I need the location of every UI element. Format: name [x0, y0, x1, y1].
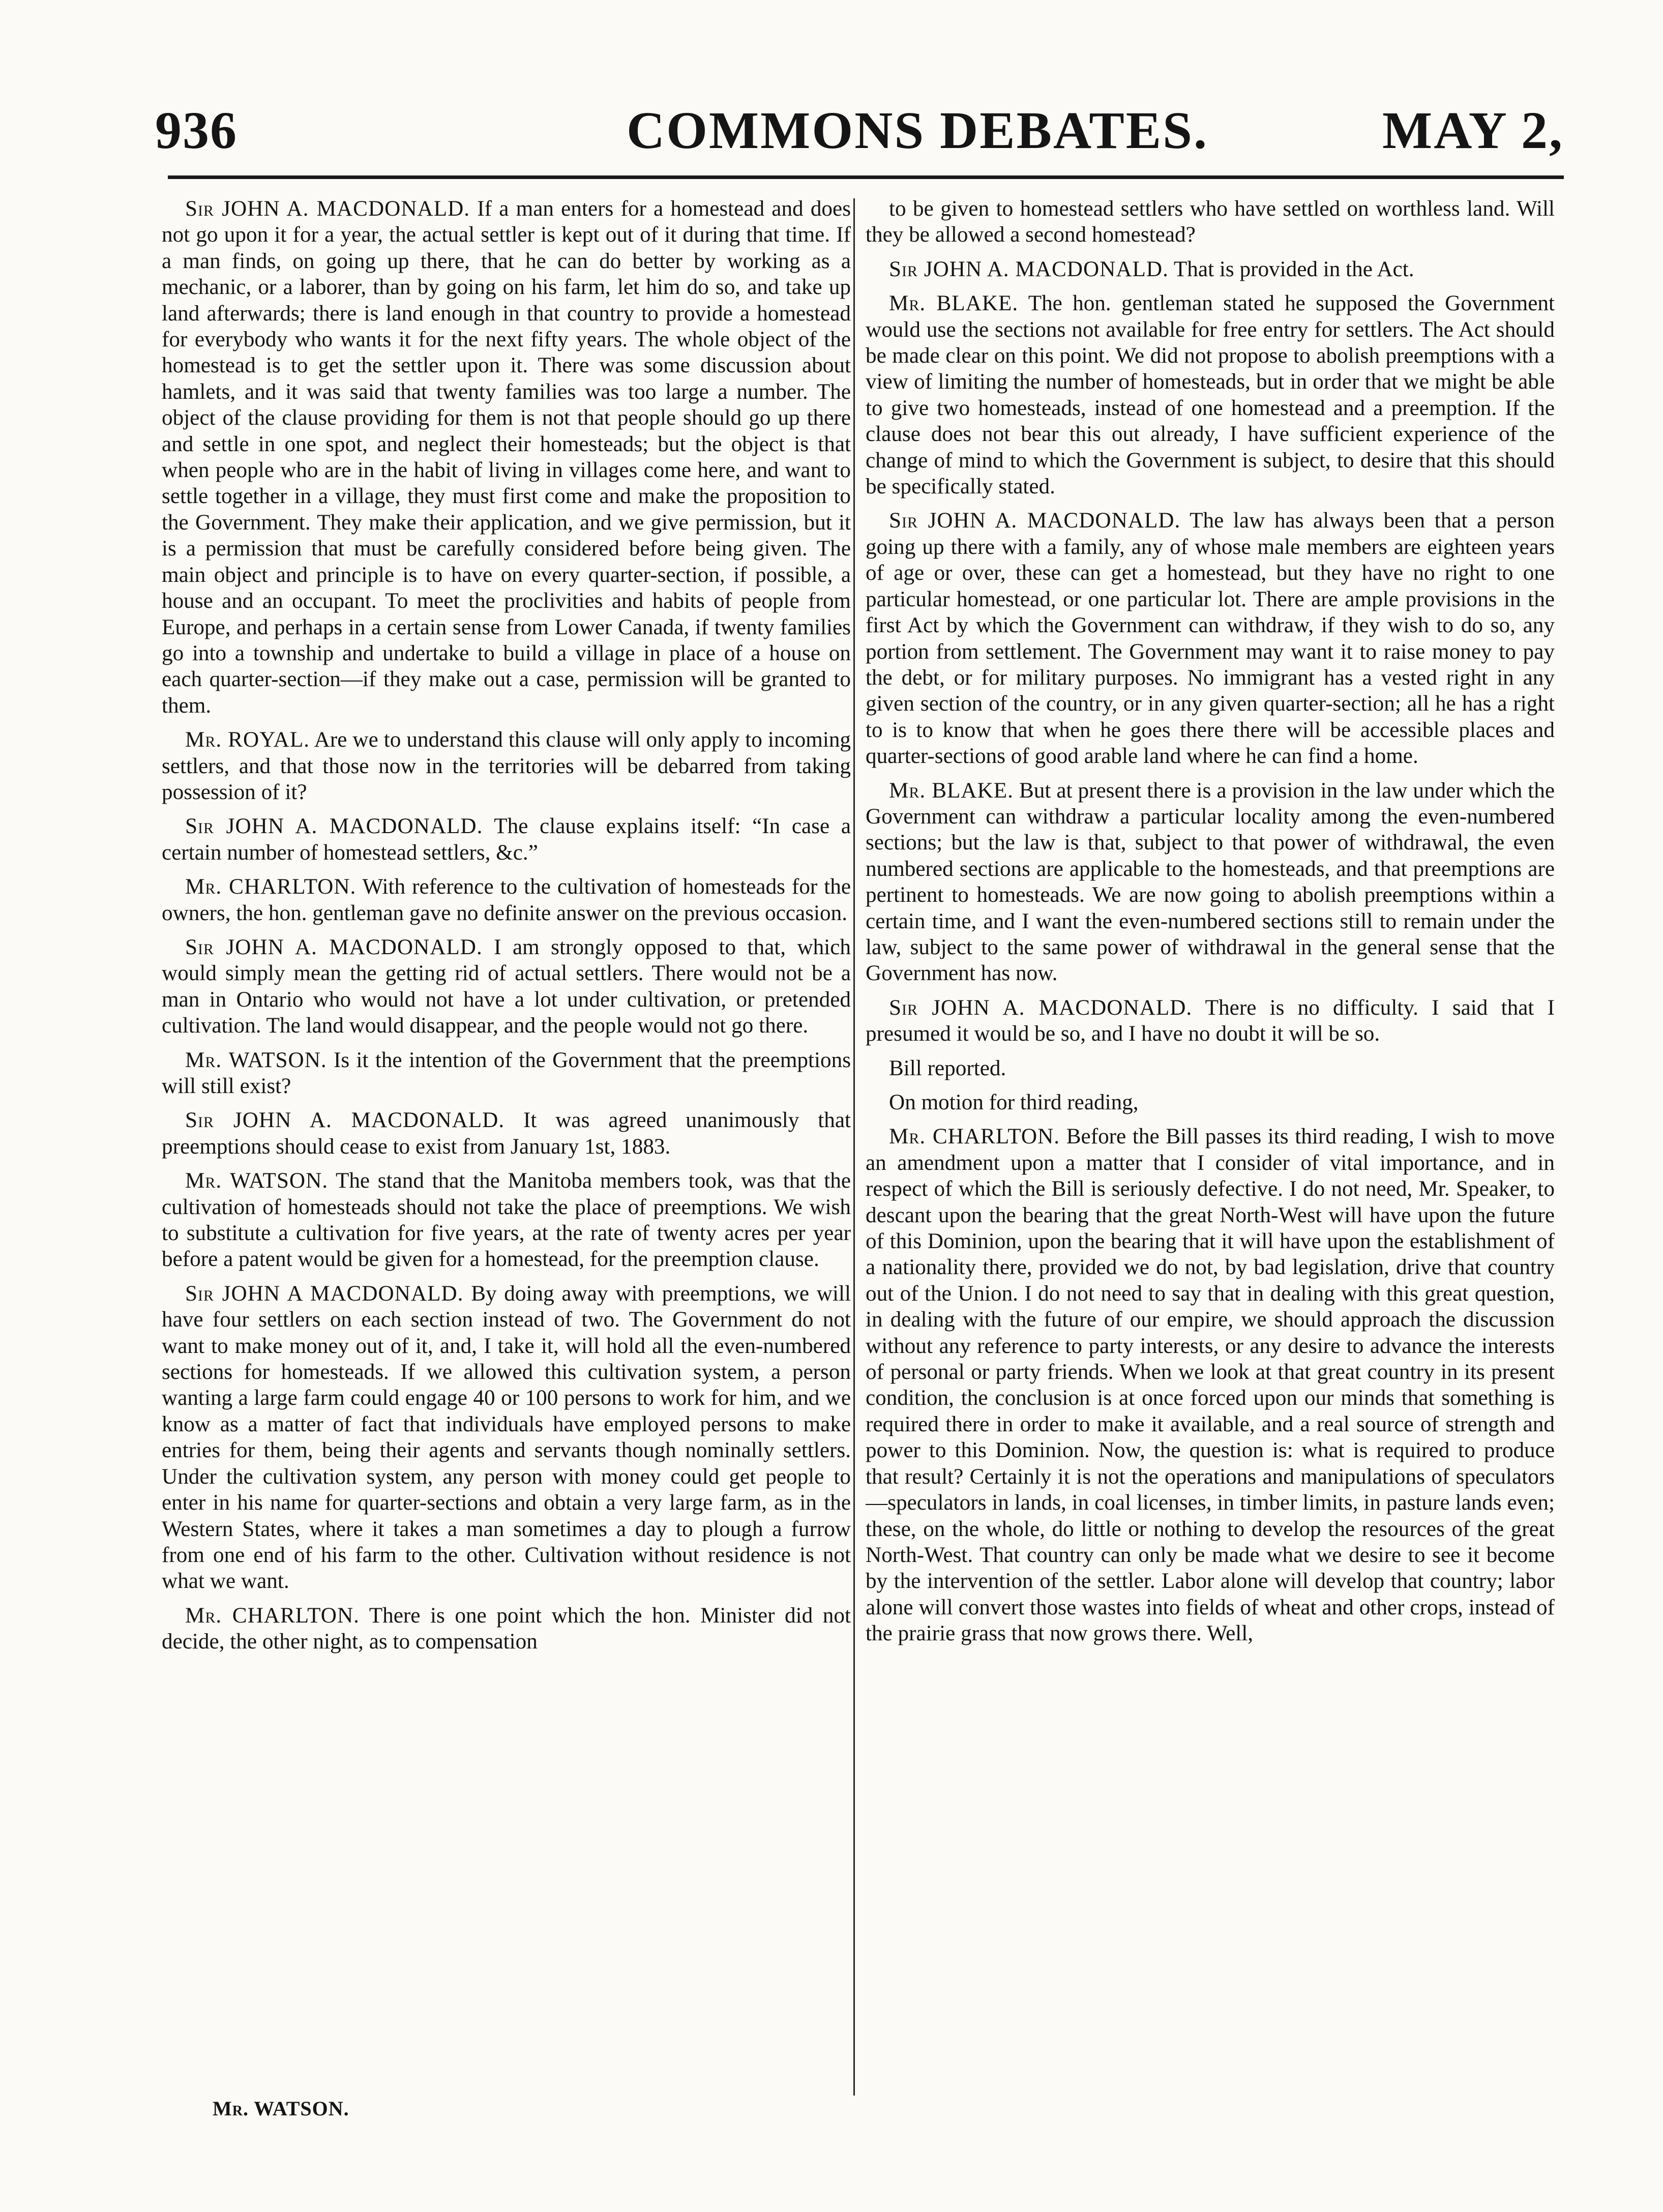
speech-text: There is no difficulty. I said that I presumed it would be so, and I have no doubt it will be so. — [866, 995, 1555, 1046]
page-date: MAY 2, — [1382, 101, 1564, 160]
speech-text: On motion for third reading, — [889, 1090, 1139, 1114]
speech-text: Is it the intention of the Government that the preemptions will still exist? — [162, 1048, 851, 1098]
speech-text: That is provided in the Act. — [1168, 257, 1414, 281]
speaker-name: Sir JOHN A. MACDONALD. — [185, 814, 483, 839]
speaker-name: Mr. ROYAL. — [185, 728, 310, 752]
speaker-name: Mr. WATSON. — [185, 1048, 327, 1072]
speech-paragraph — [162, 1107, 851, 1160]
column-divider — [853, 198, 855, 2096]
speech-paragraph — [162, 1281, 851, 1595]
speech-paragraph — [866, 995, 1555, 1047]
speech-text: If a man enters for a homestead and does not go upon it for a year, the actual settler is kept out of it during that time. If a man finds, on going up there, that he can do better by working as a mechanic, or a laborer, than by going on his farm, let him do so, and take up land afterwards; there is land enough in that country to provide a homestead for everybody who wants it for the next fifty years. The whole object of the homestead is to get the settler upon it. There was some discussion about hamlets, and it was said that twenty families was too large a number. The object of the clause providing for them is not that people should go up there and settle in one spot, and neglect their homesteads; but the object is that when people who are in the habit of living in villages come here, and want to settle together in a village, they must first come and make the proposition to the Government. They make their application, and we give permission, but it is a permission that must be carefully considered before being given. The main object and principle is to have on every quarter-section, if possible, a house and an occupant. To meet the proclivities and habits of people from Europe, and perhaps in a certain sense from Lower Canada, if twenty families go into a township and undertake to build a village in place of a house on each quarter-section—if they make out a case, permission will be granted to them. — [162, 197, 851, 718]
speaker-name: Mr. BLAKE. — [889, 778, 1014, 803]
speech-paragraph — [866, 196, 1555, 248]
speaker-name: Mr. WATSON. — [185, 1169, 329, 1193]
speaker-name: Mr. CHARLTON. — [185, 1603, 360, 1628]
speech-text: With reference to the cultivation of homesteads for the owners, the hon. gentleman gave no definite answer on the previous occasion. — [162, 875, 851, 925]
footer-speaker-name: Mr. WATSON. — [213, 2097, 349, 2120]
speech-paragraph — [162, 727, 851, 805]
speaker-name: Mr. BLAKE. — [889, 291, 1019, 316]
speech-text: It was agreed unanimously that preemptions should cease to exist from January 1st, 1883. — [162, 1108, 851, 1159]
speech-text: Are we to understand this clause will only apply to incoming settlers, and that those now in the territories will be debarred from taking possession of it? — [162, 728, 851, 804]
speech-text: The law has always been that a person going up there with a family, any of whose male members are eighteen years of age or over, these can get a homestead, but they have no right to one particular homestead, or one particular lot. There are ample provisions in the first Act by which the Government can withdraw, if they wish to do so, any portion from settlement. The Government may want it to raise money to pay the debt, or for military purposes. No immigrant has a vested right in any given section of the country, or in any given quarter-section; all he has a right to is to know that when he goes there there will be accessible places and quarter-sections of good arable land where he can find a home. — [866, 509, 1555, 769]
speaker-name: Sir JOHN A. MACDONALD. — [889, 509, 1181, 533]
speech-paragraph — [162, 1047, 851, 1100]
speech-paragraph — [162, 813, 851, 866]
speech-paragraph — [866, 290, 1555, 499]
speech-paragraph — [162, 1168, 851, 1273]
speaker-name: Mr. CHARLTON. — [185, 875, 357, 899]
speech-paragraph — [866, 1055, 1555, 1081]
page-number: 936 — [155, 101, 237, 160]
speech-paragraph — [162, 196, 851, 719]
speech-text: By doing away with preemptions, we will have four settlers on each section instead of two. The Government do not want to make money out of it, and, I take it, will hold all the even-numbered sections for homesteads. If we allowed this cultivation system, a person wanting a large farm could engage 40 or 100 persons to work for him, and we know as a matter of fact that individuals have employed persons to make entries for them, being their agents and servants though nominally settlers. Under the cultivation system, any person with money could get people to enter in his name for quarter-sections and obtain a very large farm, as in the Western States, where it takes a man sometimes a day to plough a furrow from one end of his farm to the other. Cultivation without residence is not what we want. — [162, 1281, 851, 1594]
speech-paragraph — [866, 256, 1555, 282]
speech-paragraph — [162, 1603, 851, 1655]
header-rule — [168, 175, 1564, 179]
speaker-name: Sir JOHN A MACDONALD. — [185, 1281, 464, 1306]
speech-paragraph — [866, 508, 1555, 769]
left-column — [162, 196, 851, 2103]
speech-text: Bill reported. — [889, 1056, 1006, 1080]
speech-paragraph — [162, 874, 851, 926]
right-column — [866, 196, 1555, 2103]
speaker-name: Sir JOHN A. MACDONALD. — [185, 935, 483, 959]
speech-paragraph — [866, 1089, 1555, 1115]
speaker-name: Sir JOHN A. MACDONALD. — [185, 1108, 505, 1133]
speech-text: But at present there is a provision in the law under which the Government can withdraw a particular locality among the even-numbered sections; but the law is that, subject to that power of withdrawal, the even numbered sections are applicable to the homesteads, and that preemptions are pertinent to homesteads. We are now going to abolish preemptions within a certain time, and I want the even-numbered sections still to remain under the law, subject to the same power of withdrawal in the general sense that the Government has now. — [866, 778, 1555, 986]
speaker-name: Sir JOHN A. MACDONALD. — [185, 197, 470, 221]
speech-text: to be given to homestead settlers who have settled on worthless land. Will they be allowed a second homestead? — [866, 197, 1555, 247]
page-title: COMMONS DEBATES. — [627, 101, 1208, 160]
speech-text: I am strongly opposed to that, which would simply mean the getting rid of actual settlers. There would not be a man in Ontario who would not have a lot under cultivation, or pretended cultivation. The land would disappear, and the people would not go there. — [162, 935, 851, 1038]
speaker-name: Sir JOHN A. MACDONALD. — [889, 257, 1169, 281]
speech-text: There is one point which the hon. Minister did not decide, the other night, as to compensation — [162, 1603, 851, 1654]
speaker-name: Sir JOHN A. MACDONALD. — [889, 995, 1193, 1020]
speech-paragraph — [162, 934, 851, 1039]
speech-text: Before the Bill passes its third reading, I wish to move an amendment upon a matter that I consider of vital importance, and in respect of which the Bill is seriously defective. I do not need, Mr. Speaker, to descant upon the bearing that the great North-West will have upon the future of this Dominion, upon the bearing that it will have upon the establishment of a nationality there, provided we do not, by bad legislation, drive that country out of the Union. I do not need to say that in dealing with this great question, in dealing with the future of our empire, we should approach the discussion without any reference to party interests, or any desire to advance the interests of personal or party friends. When we look at that great country in its present condition, the conclusion is at once forced upon our minds that something is required there in order to make it available, and a real source of strength and power to this Dominion. Now, the question is: what is required to produce that result? Certainly it is not the operations and manipulations of speculators—speculators in lands, in coal licenses, in timber limits, in pasture lands even; these, on the whole, do little or nothing to develop the resources of the great North-West. That country can only be made what we desire to see it become by the intervention of the settler. Labor alone will develop that country; labor alone will convert those wastes into fields of wheat and other crops, instead of the prairie grass that now grows there. Well, — [866, 1125, 1555, 1646]
speech-paragraph — [866, 1124, 1555, 1646]
speech-text: The hon. gentleman stated he supposed the Government would use the sections not available for free entry for settlers. The Act should be made clear on this point. We did not propose to abolish preemptions with a view of limiting the number of homesteads, but in order that we might be able to give two homesteads, instead of one homestead and a preemption. If the clause does not bear this out already, I have sufficient experience of the change of mind to which the Government is subject, to desire that this should be specifically stated. — [866, 291, 1555, 499]
speech-paragraph — [866, 778, 1555, 987]
speech-text: The clause explains itself: “In case a certain number of homestead settlers, &c.” — [162, 814, 851, 865]
speech-text: The stand that the Manitoba members took, was that the cultivation of homesteads should not take the place of preemptions. We wish to substitute a cultivation for five years, at the rate of twenty acres per year before a patent would be given for a homestead, for the preemption clause. — [162, 1169, 851, 1272]
speaker-name: Mr. CHARLTON. — [889, 1125, 1060, 1149]
